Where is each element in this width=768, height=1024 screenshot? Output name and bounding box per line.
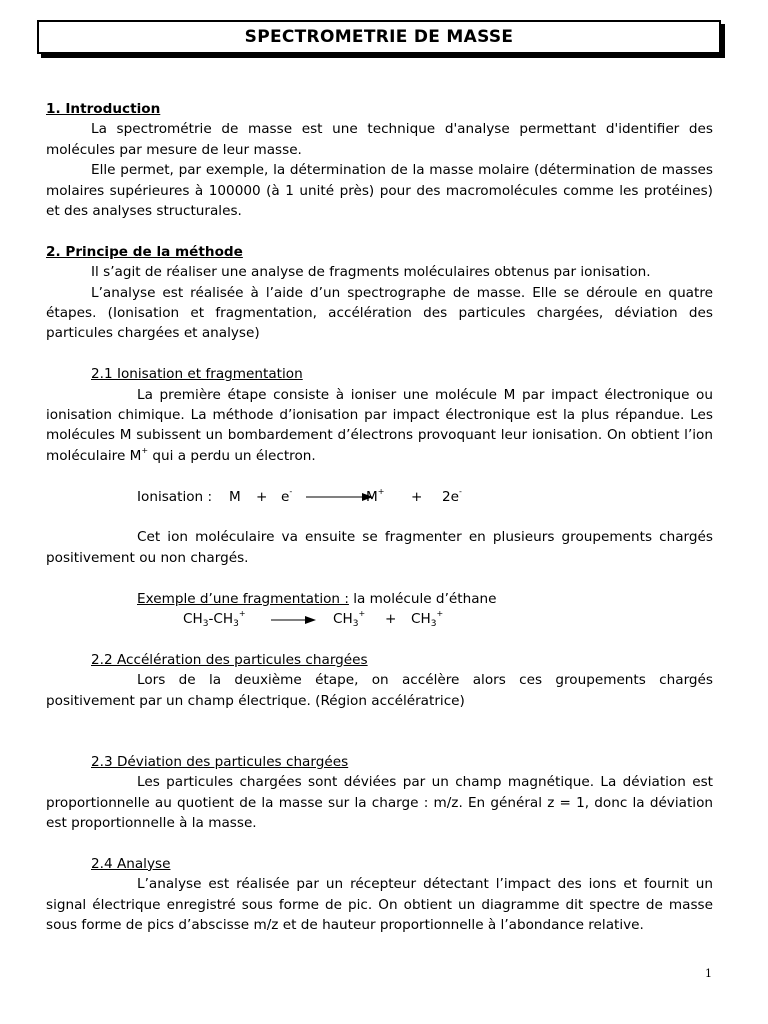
document-body — [46, 99, 713, 935]
analyse-paragraph: L’analyse est réalisée par un récepteur détectant l’impact des ions et fournit un signal électrique enregistré sous forme de pic. On obtient un diagramme dit spectre de masse sous forme de pics d’abscisse m/z et de hauteur proportionnelle à l’abondance relative. — [46, 876, 713, 934]
ionisation-text-end: qui a perdu un électron. — [148, 447, 316, 464]
ionisation-equation — [46, 487, 713, 507]
heading-analyse: 2.4 Analyse — [91, 855, 171, 872]
heading-acceleration: 2.2 Accélération des particules chargées — [91, 651, 368, 668]
fragmentation-paragraph: Cet ion moléculaire va ensuite se fragmenter en plusieurs groupements chargés positivement ou non chargés. — [46, 529, 713, 566]
heading-introduction: 1. Introduction — [46, 101, 161, 117]
principe-paragraph-2: L’analyse est réalisée à l’aide d’un spectrographe de masse. Elle se déroule en quatre étapes. (Ionisation et fragmentation, accélération des particules chargées, déviation des particules chargées et analyse) — [46, 284, 713, 342]
fragmentation-plus: + — [385, 611, 397, 628]
page-title: SPECTROMETRIE DE MASSE — [244, 27, 514, 47]
ethane-ion: $CH_3-CH_3^+$ — [183, 609, 246, 630]
fragmentation-example — [46, 589, 713, 609]
example-text: la molécule d’éthane — [348, 590, 497, 607]
heading-deviation: 2.3 Déviation des particules chargées — [91, 753, 349, 770]
title-box — [37, 20, 721, 54]
ionisation-text: La première étape consiste à ioniser une molécule M par impact électronique ou ionisation chimique. La méthode d’ionisation par impact électronique est la plus répandue. Les molécules M subissent un bombardement d’électrons provoquant leur ionisation. On obtient l’ion moléculaire M — [46, 386, 713, 464]
equation-electron: e- — [281, 486, 293, 505]
equation-2e: 2e- — [442, 486, 462, 505]
equation-label: Ionisation : — [137, 488, 213, 505]
principe-paragraph-1: Il s’agit de réaliser une analyse de fragments moléculaires obtenus par ionisation. — [91, 264, 651, 281]
example-label: Exemple d’une fragmentation : — [137, 590, 349, 607]
reaction-arrow-icon — [306, 491, 374, 503]
fragmentation-equation — [46, 609, 713, 629]
methyl-ion-2: $CH_3^+$ — [411, 609, 444, 630]
superscript-plus: + — [141, 445, 149, 455]
page-number: 1 — [705, 967, 712, 980]
intro-paragraph-2: Elle permet, par exemple, la détermination de la masse molaire (détermination de masses molaires supérieures à 100000 (à 1 unité près) pour des macromolécules comme les protéines) et des analyses structurales. — [46, 162, 713, 220]
intro-paragraph-1: La spectrométrie de masse est une technique d'analyse permettant d'identifier des molécules par mesure de leur masse. — [46, 121, 713, 158]
equation-plus-1: + — [256, 488, 268, 505]
deviation-paragraph: Les particules chargées sont déviées par un champ magnétique. La déviation est proportionnelle au quotient de la masse sur la charge : m/z. En général z = 1, donc la déviation est proportionnelle à la masse. — [46, 774, 713, 832]
equation-plus-2: + — [411, 488, 423, 505]
ionisation-paragraph — [46, 385, 713, 467]
acceleration-paragraph: Lors de la deuxième étape, on accélère alors ces groupements chargés positivement par un champ électrique. (Région accélératrice) — [46, 672, 713, 709]
equation-ion: M+ — [366, 486, 385, 505]
fragmentation-arrow-icon — [271, 614, 317, 626]
heading-ionisation: 2.1 Ionisation et fragmentation — [91, 366, 303, 383]
methyl-ion-1: $CH_3^+$ — [333, 609, 366, 630]
equation-m: M — [229, 488, 241, 505]
heading-principe: 2. Principe de la méthode — [46, 243, 243, 260]
